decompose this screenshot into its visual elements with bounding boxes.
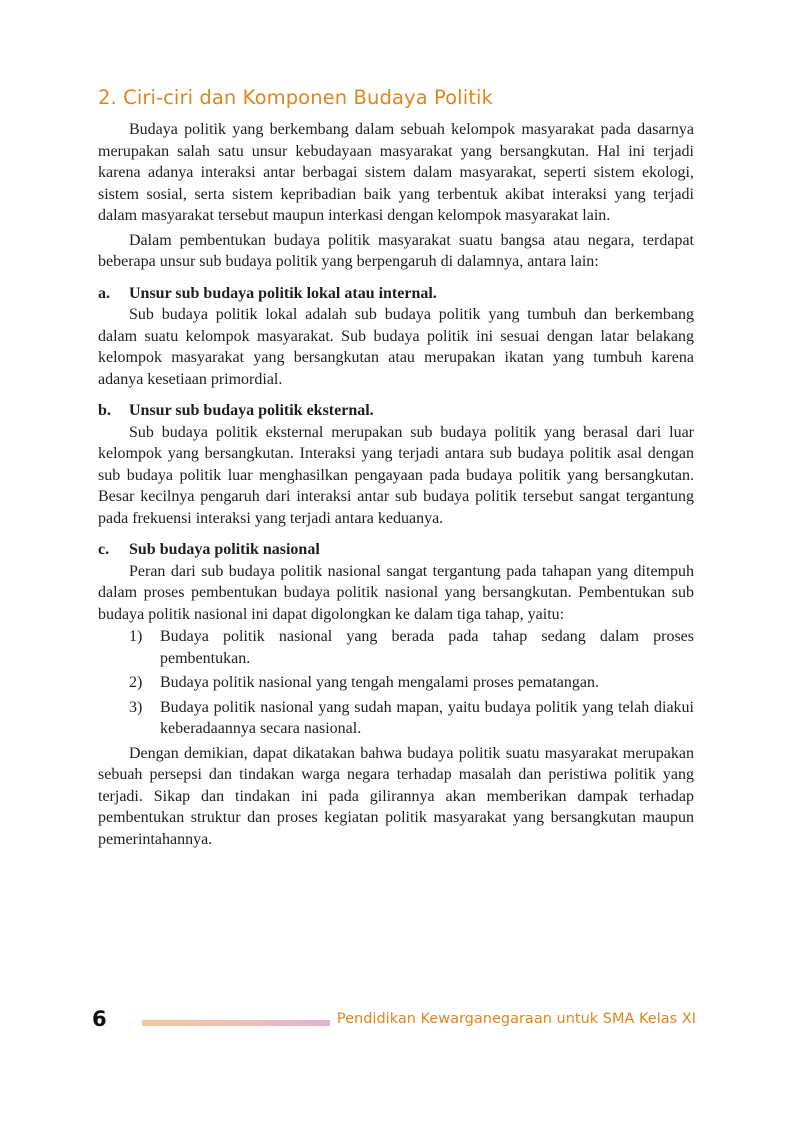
subsection-c-heading xyxy=(98,539,694,561)
list-item-text: Budaya politik nasional yang tengah mengalami proses pematangan. xyxy=(160,674,599,691)
list-item xyxy=(98,626,694,669)
list-item-text: Budaya politik nasional yang sudah mapan, yaitu budaya politik yang telah diakui keberadaannya secara nasional. xyxy=(160,698,694,737)
list-item-number: 3) xyxy=(129,698,143,716)
subsection-letter: c. xyxy=(98,541,110,558)
conclusion-paragraph: Dengan demikian, dapat dikatakan bahwa budaya politik suatu masyarakat merupakan sebuah persepsi dan tindakan warga negara terhadap masalah dan peristiwa politik yang terjadi. Sikap dan tindakan ini pada gilirannya akan memberikan dampak terhadap pembentukan struktur dan proses kegiatan politik masyarakat yang bersangkutan maupun pemerintahannya. xyxy=(98,744,694,848)
footer-book-title: Pendidikan Kewarganegaraan untuk SMA Kelas XI xyxy=(336,1011,696,1027)
subsection-b xyxy=(98,400,694,529)
subsection-title: Sub budaya politik nasional xyxy=(129,541,320,558)
section-heading: 2. Ciri-ciri dan Komponen Budaya Politik xyxy=(98,86,493,109)
subsection-letter: a. xyxy=(98,284,110,302)
list-item xyxy=(98,672,694,694)
footer-decorative-bar xyxy=(142,1020,330,1026)
list-item-number: 1) xyxy=(129,628,143,645)
list-item xyxy=(98,697,694,740)
subsection-c xyxy=(98,539,694,850)
subsection-b-text: Sub budaya politik eksternal merupakan sub budaya politik yang berasal dari luar kelompok yang bersangkutan. Interaksi yang terjadi antara sub budaya politik asal dengan sub budaya politik luar menghasilkan pengayaan pada budaya politik yang bersangkutan. Besar kecilnya pengaruh dari interaksi antar sub budaya politik tersebut sangat tergantung pada frekuensi interaksi yang terjadi antara keduanya. xyxy=(98,423,694,527)
stage-list xyxy=(98,626,694,740)
subsection-letter: b. xyxy=(98,402,111,419)
list-item-number: 2) xyxy=(129,674,143,691)
subsection-title: Unsur sub budaya politik eksternal. xyxy=(129,402,374,419)
page-number: 6 xyxy=(92,1007,107,1031)
page-footer xyxy=(92,1007,696,1037)
intro-paragraph-1: Budaya politik yang berkembang dalam sebuah kelompok masyarakat pada dasarnya merupakan salah satu unsur kebudayaan masyarakat yang bersangkutan. Hal ini terjadi karena adanya interaksi antar berbagai sistem dalam masyarakat, seperti sistem ekologi, sistem sosial, serta sistem kepribadian baik yang terbentuk akibat interaksi yang terjadi dalam masyarakat tersebut maupun interkasi dengan kelompok masyarakat lain. xyxy=(98,121,694,224)
subsection-a-text: Sub budaya politik lokal adalah sub budaya politik yang tumbuh dan berkembang dalam suatu kelompok masyarakat. Sub budaya politik ini sesuai dengan latar belakang kelompok masyarakat yang bersangkutan atau merupakan ikatan yang tumbuh karena adanya kesetiaan primordial. xyxy=(98,306,694,388)
list-item-text: Budaya politik nasional yang berada pada tahap sedang dalam proses pembentukan. xyxy=(160,628,694,667)
page-content xyxy=(98,86,694,850)
subsection-b-heading xyxy=(98,400,694,422)
intro-paragraph-2: Dalam pembentukan budaya politik masyarakat suatu bangsa atau negara, terdapat beberapa unsur sub budaya politik yang berpengaruh di dalamnya, antara lain: xyxy=(98,231,694,270)
subsection-title: Unsur sub budaya politik lokal atau internal. xyxy=(129,284,437,302)
subsection-a xyxy=(98,283,694,391)
subsection-a-heading xyxy=(98,283,694,305)
subsection-c-text: Peran dari sub budaya politik nasional sangat tergantung pada tahapan yang ditempuh dalam proses pembentukan budaya politik nasional yang bersangkutan. Pembentukan sub budaya politik nasional ini dapat digolongkan ke dalam tiga tahap, yaitu: xyxy=(98,562,694,623)
